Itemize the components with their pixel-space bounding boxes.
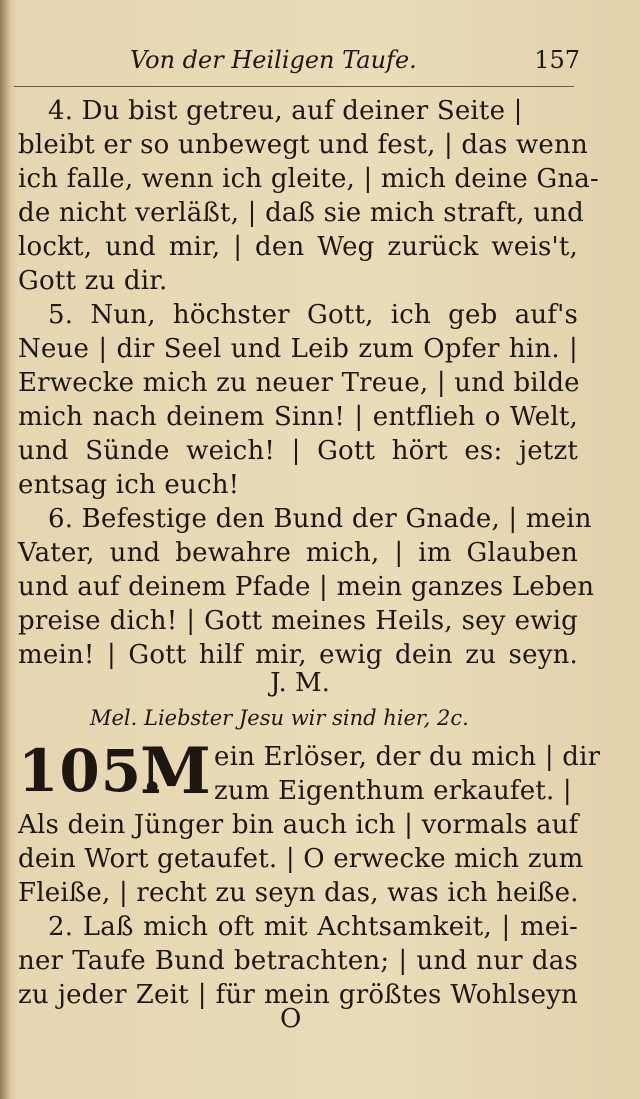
text-line: Vater, und bewahre mich, | im Glauben — [18, 538, 578, 568]
text-line: Erwecke mich zu neuer Treue, | und bilde — [18, 368, 580, 398]
text-line: ner Taufe Bund betrachten; | und nur das — [18, 946, 578, 976]
text-line: bleibt er so unbewegt und fest, | das wenn — [18, 130, 588, 160]
text-line: entsag ich euch! — [18, 470, 240, 500]
text-line: und Sünde weich! | Gott hört es: jetzt — [18, 436, 578, 466]
text-line: preise dich! | Gott meines Heils, sey ewig — [18, 606, 578, 636]
author-initials: J. M. — [270, 668, 330, 698]
text-line: zum Eigenthum erkaufet. | — [214, 776, 572, 806]
text-line: dein Wort getaufet. | O erwecke mich zum — [18, 844, 584, 874]
page-gutter-shadow — [0, 0, 10, 1099]
running-header — [130, 46, 580, 78]
text-line: 4. Du bist getreu, auf deiner Seite | — [48, 96, 523, 126]
text-line: de nicht verläßt, | daß sie mich straft, und — [18, 198, 584, 228]
text-line: 5. Nun, höchster Gott, ich geb auf's — [48, 300, 578, 330]
text-line: ich falle, wenn ich gleite, | mich deine Gna- — [18, 164, 599, 194]
text-line: lockt, und mir, | den Weg zurück weis't, — [18, 232, 578, 262]
hymn-number: 105. — [18, 737, 164, 805]
text-line: ein Erlöser, der du mich | dir — [214, 742, 601, 772]
text-line: Als dein Jünger bin auch ich | vormals auf — [18, 810, 579, 840]
text-line: mich nach deinem Sinn! | entflieh o Welt, — [18, 402, 578, 432]
text-line: Neue | dir Seel und Leib zum Opfer hin. | — [18, 334, 578, 364]
page-number: 157 — [534, 46, 580, 74]
text-line: und auf deinem Pfade | mein ganzes Leben — [18, 572, 595, 602]
text-line: Fleiße, | recht zu seyn das, was ich heiße. — [18, 878, 579, 908]
melody-line: Mel. Liebster Jesu wir sind hier, 2c. — [90, 706, 469, 730]
text-line: mein! | Gott hilf mir, ewig dein zu seyn. — [18, 640, 578, 670]
text-line: 2. Laß mich oft mit Achtsamkeit, | mei- — [48, 912, 578, 942]
text-line: 6. Befestige den Bund der Gnade, | mein — [48, 504, 592, 534]
running-title: Von der Heiligen Taufe. — [130, 46, 417, 74]
text-line: zu jeder Zeit | für mein größtes Wohlseyn — [18, 980, 578, 1010]
text-line: Gott zu dir. — [18, 266, 168, 296]
catchword: O — [280, 1004, 302, 1034]
drop-capital: M — [140, 734, 211, 809]
header-rule — [14, 86, 574, 87]
